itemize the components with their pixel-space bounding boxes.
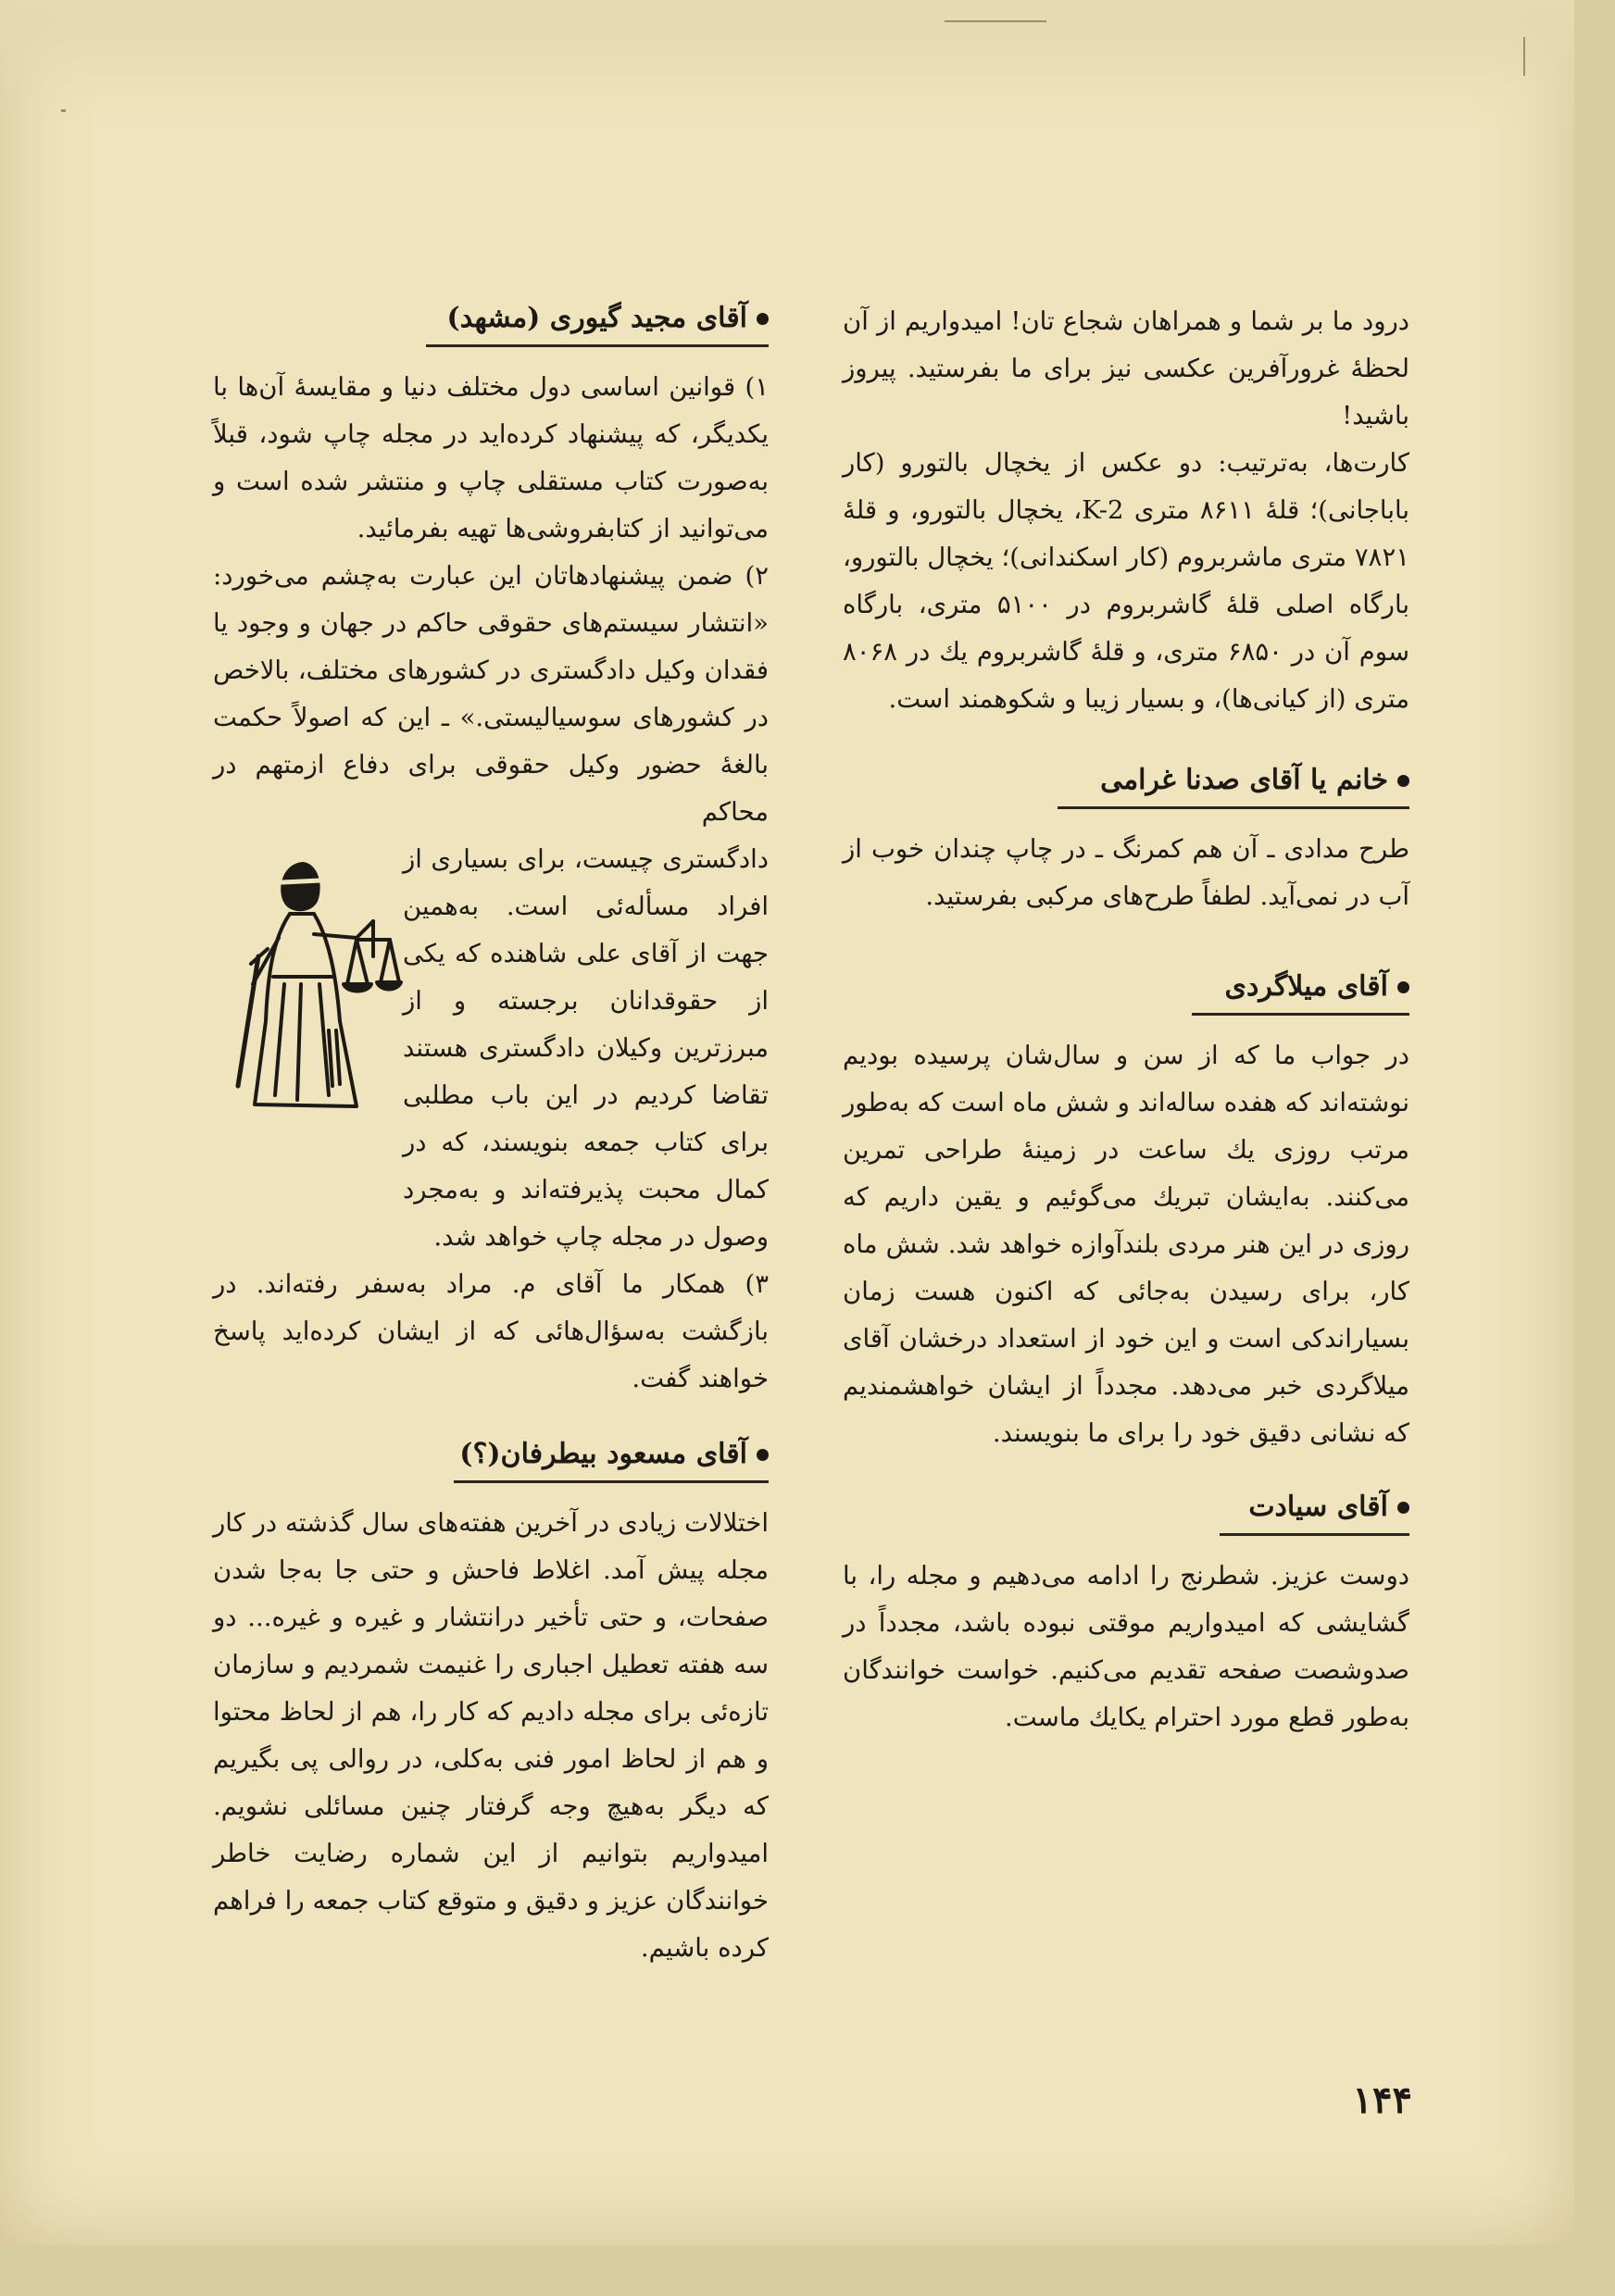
heading-rule <box>1220 1533 1409 1536</box>
heading-rule <box>1058 806 1409 809</box>
intro-paragraph: درود ما بر شما و همراهان شجاع تان! امیدواریم از آن لحظهٔ غرورآفرین عکسی نیز برای ما بفرستید. پیروز باشید! <box>843 306 1409 430</box>
section-title: آقای مجید گیوری (مشهد) <box>446 302 747 334</box>
section-paragraph: دادگستری چیست، برای بسیاری از افراد مسأله‌ئی است. به‌همین جهت از آقای علی شاهنده که یکی از حقوقدانان برجسته و از مبرزترین وکیلان دادگستری هستند تقاضا کردیم در این باب مطلبی برای کتاب جمعه بنویسند، که در کمال محبت پذیرفته‌اند و به‌مجرد وصول در مجله چاپ خواهد شد. <box>403 844 769 1252</box>
section-paragraph: در جواب ما که از سن و سال‌شان پرسیده بودیم نوشته‌اند که هفده ساله‌اند و شش ماه است که به‌طور مرتب روزی یك ساعت در زمینهٔ طراحی تمرین می‌کنند. به‌ایشان تبریك می‌گوئیم و یقین داریم که روزی در این هنر مردی بلندآوازه خواهد شد. شش ماه کار، برای رسیدن به‌جائی که اکنون هست زمان بسیاراندکی است و این خود از استعداد درخشان آقای میلاگردی خبر می‌دهد. مجدداً از ایشان خواهشمندیم که نشانی دقیق خود را برای ما بنویسند. <box>843 1041 1409 1448</box>
section-paragraph: ۲) ضمن پیشنهادهاتان این عبارت به‌چشم می‌خورد: «انتشار سیستم‌های حقوقی حاکم در جهان و وجود یا فقدان وکیل دادگستری در کشورهای مختلف، بالاخص در کشورهای سوسیالیستی.» ـ این که اصولاً حکمت بالغهٔ حضور وکیل حقوقی برای دفاع ازمتهم در محاکم <box>213 561 769 827</box>
section-paragraph: دوست عزیز. شطرنج را ادامه می‌دهیم و مجله را، با گشایشی که امیدواریم موقتی نبوده باشد، مجدداً در صدوشصت صفحه تقدیم می‌کنیم. خواست خوانندگان به‌طور قطع مورد احترام یکایك ماست. <box>843 1561 1409 1732</box>
section-title: آقای سیادت <box>1248 1491 1388 1523</box>
section-title: آقای مسعود بیطرفان(؟) <box>459 1438 747 1470</box>
bullet-icon <box>1397 981 1409 993</box>
bullet-icon <box>1397 775 1409 787</box>
page-number: ۱۴۴ <box>1352 2078 1412 2122</box>
section-title: خانم یا آقای صدنا غرامی <box>1100 764 1388 796</box>
heading-rule <box>1192 1013 1409 1016</box>
section-heading <box>843 1487 1409 1528</box>
section-paragraph: اختلالات زیادی در آخرین هفته‌های سال گذشته در کار مجله پیش آمد. اغلاط فاحش و حتی جا به‌جا شدن صفحات، و حتی تأخیر درانتشار و غیره و غیره... دو سه هفته تعطیل اجباری را غنیمت شمردیم و سازمان تازه‌ئی برای مجله دادیم که کار را، هم از لحاظ محتوا و هم از لحاظ امور فنی به‌کلی، در روالی پی بگیریم که دیگر به‌هیچ وجه گرفتار چنین مسائلی نشویم. امیدواریم بتوانیم از این شماره رضایت خاطر خوانندگان عزیز و دقیق و متوقع کتاب جمعه را فراهم کرده باشیم. <box>213 1508 769 1963</box>
bullet-icon <box>1397 1502 1409 1514</box>
section-paragraph: ۱) قوانین اساسی دول مختلف دنیا و مقایسهٔ آن‌ها با یکدیگر، که پیشنهاد کرده‌اید در مجله چاپ شود، قبلاً به‌صورت کتاب مستقلی چاپ و منتشر شده است و می‌توانید از کتابفروشی‌ها تهیه بفرمائید. <box>213 372 769 543</box>
page-mark <box>61 109 66 112</box>
intro-paragraph: کارت‌ها، به‌ترتیب: دو عکس از یخچال بالتورو (کار باباجانی)؛ قلهٔ ۸۶۱۱ متری K-2، یخچال بالتورو، و قلهٔ ۷۸۲۱ متری ماشربروم (کار اسکندانی)؛ یخچال بالتورو، بارگاه اصلی قلهٔ گاشربروم در ۵۱۰۰ متری، بارگاه سوم آن در ۶۸۵۰ متری، و قلهٔ گاشربروم یك در ۸۰۶۸ متری (از کیانی‌ها)، و بسیار زیبا و شکوهمند است. <box>843 448 1410 714</box>
left-column <box>213 298 769 1972</box>
page-mark <box>1523 37 1525 76</box>
bullet-icon <box>757 1449 769 1461</box>
section-heading <box>213 298 769 339</box>
section-title: آقای میلاگردی <box>1224 970 1388 1003</box>
section-heading <box>213 1434 769 1475</box>
heading-rule <box>426 344 769 347</box>
right-column <box>843 298 1409 1741</box>
justice-figure-icon <box>213 836 403 1139</box>
section-paragraph: ۳) همکار ما آقای م. مراد به‌سفر رفته‌اند. در بازگشت به‌سؤال‌هائی که از ایشان کرده‌اید پاسخ خواهند گفت. <box>213 1269 769 1393</box>
section-heading <box>843 967 1409 1007</box>
section-heading <box>843 760 1409 801</box>
heading-rule <box>454 1480 769 1483</box>
page-mark <box>945 20 1046 22</box>
bullet-icon <box>757 313 769 325</box>
paper-fold-shade <box>0 0 1574 130</box>
section-paragraph: طرح مدادی ـ آن هم کمرنگ ـ در چاپ چندان خوب از آب در نمی‌آید. لطفاً طرح‌های مرکبی بفرستید. <box>843 834 1409 911</box>
figure-wrap-block <box>213 836 769 1261</box>
